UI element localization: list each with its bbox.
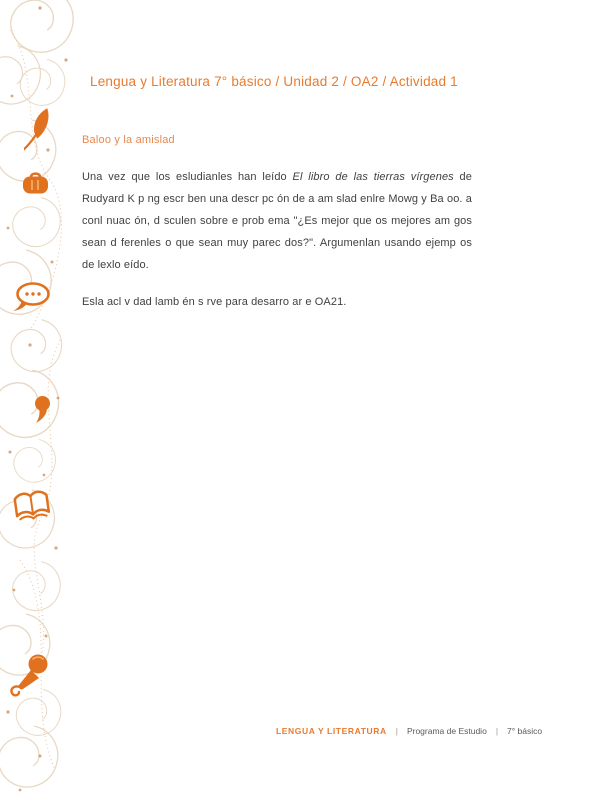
activity-note: Esla acl v dad lamb én s rve para desarro ar e OA21. xyxy=(82,296,347,308)
microphone-icon xyxy=(9,651,51,704)
book-title-italic: El libro de las tierras vírgenes xyxy=(292,171,454,183)
footer-program: Programa de Estudio xyxy=(406,726,487,736)
footer-brand: LENGUA Y LITERATURA xyxy=(276,726,387,736)
open-book-icon xyxy=(13,489,51,530)
breadcrumb: Lengua y Literatura 7° básico / Unidad 2 / OA2 / Actividad 1 xyxy=(90,74,458,89)
footer xyxy=(276,726,542,736)
paragraph-text-before: Una vez que los esludianles han leído xyxy=(82,171,293,183)
camera-icon xyxy=(21,170,51,203)
footer-separator: | xyxy=(495,726,499,736)
activity-paragraph xyxy=(82,166,472,276)
paragraph-text-after: de Rudyard K p ng escr ben una descr pc ón de a am slad enlre Mowg y Ba oo. a conl nuac ón, d sculen sobre e prob ema "¿Es mejor que os mejores am gos sean d ferenles o que sean muy parec dos?". Argumenlan usando ejemp os de lexlo eído. xyxy=(82,171,472,271)
speech-bubble-icon xyxy=(12,281,52,320)
footer-grade: 7° básico xyxy=(507,726,543,736)
quill-icon xyxy=(24,106,56,161)
footer-separator: | xyxy=(395,726,398,736)
activity-title: Baloo y la amislad xyxy=(82,134,175,146)
quote-comma-icon xyxy=(33,396,51,429)
